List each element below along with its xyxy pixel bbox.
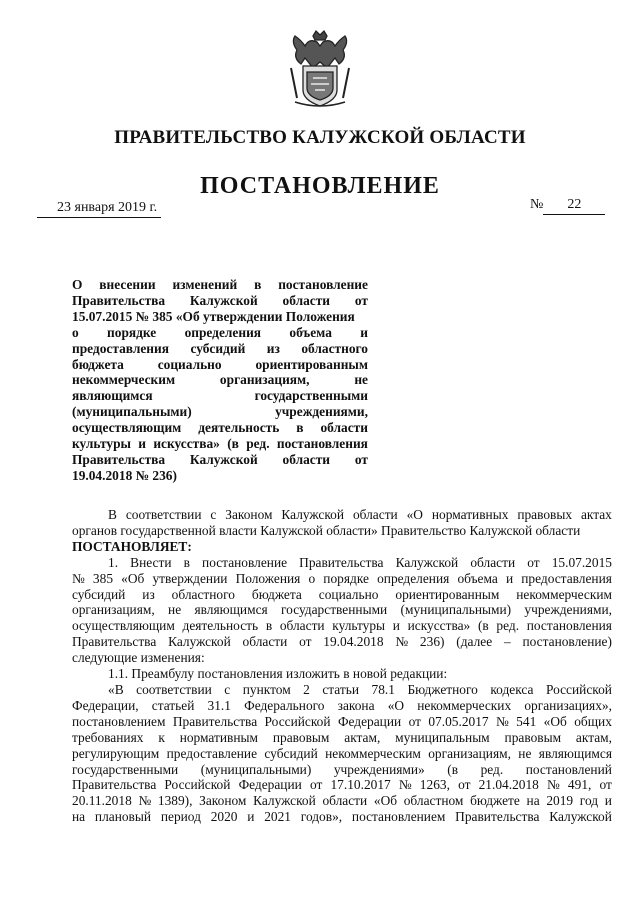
word: актах — [580, 507, 612, 522]
word: от — [527, 554, 540, 570]
document-number — [530, 197, 605, 215]
word: (в — [477, 618, 489, 634]
intro-line: органов государственной власти Калужской области» Правительство Калужской области — [72, 522, 581, 538]
word: области — [352, 507, 398, 522]
word: «Об — [121, 570, 145, 586]
word: «В — [108, 681, 124, 697]
word: предоставления — [521, 570, 612, 586]
word: субсидий — [264, 745, 318, 761]
word: правовым — [272, 729, 330, 745]
word: от — [458, 777, 471, 793]
word: субсидий — [72, 586, 126, 602]
word: статьи — [322, 681, 360, 697]
word: организациям, — [72, 602, 155, 618]
word: «О — [406, 507, 423, 522]
word: искусства» — [407, 618, 471, 634]
word: 2021 — [264, 809, 291, 825]
word: ред. — [496, 618, 520, 634]
word: областном — [403, 793, 464, 809]
word: Правительства — [72, 777, 157, 793]
word: плановый — [94, 809, 152, 825]
word: от — [299, 634, 312, 650]
number-value: 22 — [543, 197, 605, 215]
word: от — [408, 713, 421, 729]
word: от — [309, 777, 323, 793]
coat-of-arms-icon — [287, 28, 353, 110]
text-line — [72, 746, 612, 762]
word: деятельность — [182, 618, 259, 634]
text-line — [72, 618, 612, 634]
document-type-title: ПОСТАНОВЛЕНИЕ — [200, 173, 440, 199]
word: некоммерческим — [72, 372, 176, 388]
word: Калужской — [253, 793, 316, 809]
word: объема — [289, 324, 332, 340]
word: Российской — [264, 713, 331, 729]
word: 78.1 — [371, 681, 395, 697]
word: 17.10.2017 — [330, 777, 391, 793]
word: не — [168, 602, 182, 618]
word: правовым — [504, 729, 562, 745]
word: изменений — [172, 277, 238, 292]
word: Правительства — [455, 809, 540, 825]
word: требованиях — [72, 729, 144, 745]
text-line — [72, 634, 612, 650]
word: субсидий — [190, 340, 246, 356]
word: объема — [457, 570, 498, 586]
word: № — [496, 713, 509, 729]
word: некоммерческим — [516, 586, 612, 602]
word: – — [503, 634, 511, 650]
text-line — [72, 468, 368, 484]
word: области — [242, 634, 288, 650]
word: государственными — [254, 388, 368, 404]
text-line — [72, 436, 368, 452]
text-line — [72, 452, 368, 468]
word: бюджета — [251, 586, 302, 602]
text-line — [72, 420, 368, 436]
resolves-heading: ПОСТАНОВЛЯЕТ: — [72, 538, 192, 554]
word: постановление — [202, 554, 288, 570]
word: осуществляющим — [72, 618, 175, 634]
word: внесении — [99, 277, 156, 292]
word: 07.05.2017 — [428, 713, 489, 729]
word: (в — [227, 436, 239, 452]
word: в — [254, 277, 262, 292]
word: соответствии — [136, 681, 212, 697]
organization-title: ПРАВИТЕЛЬСТВО КАЛУЖСКОЙ ОБЛАСТИ — [114, 127, 526, 148]
word: государственными — [72, 761, 179, 777]
word: кодекса — [490, 681, 534, 697]
word: 19.04.2018 № 236) — [72, 467, 177, 483]
word: утверждении — [152, 570, 228, 586]
word: определения — [377, 570, 450, 586]
word: статьей — [151, 697, 195, 713]
text-line — [72, 809, 612, 825]
word: соответствии — [125, 507, 202, 522]
text-line — [72, 730, 612, 746]
word: бюджета — [72, 356, 124, 372]
word: правовых — [517, 507, 573, 522]
word: порядке — [323, 570, 369, 586]
word: «Об — [373, 793, 398, 809]
word: 20.11.2018 — [72, 793, 132, 809]
word: 2020 — [210, 809, 238, 825]
item-1-1-heading: 1.1. Преамбулу постановления изложить в новой редакции: — [108, 666, 448, 682]
word: некоммерческим — [325, 745, 421, 761]
word: ред. — [246, 436, 270, 452]
word: «Об — [543, 713, 567, 729]
word: 19.04.2018 — [323, 634, 384, 650]
word: определения — [184, 324, 262, 340]
word: Калужской — [189, 451, 258, 467]
word: в — [265, 618, 273, 634]
text-line — [72, 602, 612, 618]
word: Федерации — [337, 713, 402, 729]
word: Правительства — [72, 292, 166, 308]
word: 15.07.2015 № 385 «Об утверждении Положения — [72, 308, 355, 324]
word: Федерации, — [72, 697, 139, 713]
word: Калужской — [168, 634, 231, 650]
word: от — [354, 451, 368, 467]
word: порядке — [107, 324, 157, 340]
word: Калужской — [549, 809, 612, 825]
word: организациям, — [219, 372, 310, 388]
text-line — [72, 293, 368, 309]
word: Федерации — [238, 777, 302, 793]
text-line — [72, 682, 612, 698]
word: 236) — [419, 634, 445, 650]
word: 1. — [108, 554, 119, 570]
text-line — [72, 357, 368, 373]
word: на — [72, 809, 86, 825]
word: и — [505, 570, 514, 586]
word: актам, — [575, 729, 612, 745]
word: 2019 — [546, 793, 574, 809]
word: Российской — [545, 681, 612, 697]
word: предоставления — [72, 340, 169, 356]
word: 15.07.2015 — [551, 554, 612, 570]
word: и — [392, 618, 400, 634]
word: к — [158, 729, 165, 745]
text-line — [72, 571, 612, 587]
word: 541 — [516, 713, 537, 729]
word: области — [470, 554, 516, 570]
document-date: 23 января 2019 г. — [37, 200, 161, 218]
word: постановлением — [351, 809, 446, 825]
word: Правительства — [299, 554, 384, 570]
word: Российской — [164, 777, 231, 793]
word: 491, — [567, 777, 592, 793]
word: ориентированным — [255, 356, 368, 372]
word: учреждениями» — [333, 761, 425, 777]
text-line — [72, 341, 368, 357]
word: из — [142, 586, 155, 602]
word: (муниципальными) — [400, 602, 512, 618]
word: учреждениями, — [524, 602, 612, 618]
word: о — [72, 324, 79, 340]
word: и — [604, 793, 612, 809]
word: являющимся — [72, 388, 153, 404]
word: социально — [157, 356, 222, 372]
word: постановление) — [522, 634, 612, 650]
word: муниципальным — [395, 729, 490, 745]
word: Правительства — [72, 451, 166, 467]
word: областного — [301, 340, 368, 356]
word: Бюджетного — [407, 681, 478, 697]
word: культуры — [332, 618, 386, 634]
word: не — [518, 745, 532, 761]
word: пунктом — [242, 681, 291, 697]
word: Федерального — [244, 697, 325, 713]
word: области — [282, 451, 331, 467]
word: от — [354, 292, 368, 308]
word: государственными — [281, 602, 388, 618]
word: постановления — [276, 436, 368, 452]
word: № — [138, 793, 152, 809]
word: (муниципальными) — [200, 761, 312, 777]
word: области — [282, 292, 331, 308]
word: некоммерческих — [417, 697, 512, 713]
text-line — [72, 404, 368, 420]
word: из — [266, 340, 280, 356]
word: в — [183, 554, 190, 570]
word: (в — [447, 761, 459, 777]
word: деятельность — [198, 420, 280, 436]
text-line — [72, 555, 612, 571]
word: постановлением — [72, 713, 166, 729]
text-line — [72, 762, 612, 778]
word: области — [279, 618, 325, 634]
word: актам, — [344, 729, 381, 745]
text-line — [72, 372, 368, 388]
text-line — [72, 388, 368, 404]
word: годов», — [300, 809, 343, 825]
document-body — [72, 507, 612, 825]
text-line — [72, 325, 368, 341]
word: Положения — [235, 570, 301, 586]
word: социально — [318, 586, 379, 602]
word: О — [72, 277, 83, 292]
word: Внести — [130, 554, 172, 570]
word: 2 — [303, 681, 310, 697]
quoted-preamble — [72, 682, 612, 825]
word: нормативным — [179, 729, 258, 745]
word: ориентированным — [395, 586, 500, 602]
word: и — [138, 436, 147, 452]
word: в — [296, 420, 304, 436]
word: № — [547, 777, 560, 793]
word: искусства» — [153, 436, 220, 452]
item-1-tail: следующие изменения: — [72, 650, 205, 666]
word: Правительства — [72, 634, 157, 650]
word: 31.1 — [207, 697, 231, 713]
word: «О — [387, 697, 405, 713]
word: не — [354, 372, 368, 388]
text-line — [72, 698, 612, 714]
word: от — [599, 777, 612, 793]
word: о — [308, 570, 316, 586]
word: (муниципальными) — [72, 404, 192, 420]
word: № — [398, 777, 412, 793]
word: предоставление — [166, 745, 258, 761]
word: постановление — [278, 277, 368, 292]
text-line — [72, 777, 612, 793]
word: осуществляющим — [72, 420, 182, 436]
word: № — [72, 570, 85, 586]
word: 21.04.2018 — [478, 777, 539, 793]
word: на — [526, 793, 540, 809]
word: № — [395, 634, 409, 650]
text-line — [72, 714, 612, 730]
word: (далее — [456, 634, 493, 650]
word: регулирующим — [72, 745, 160, 761]
word: период — [160, 809, 201, 825]
word: областного — [171, 586, 235, 602]
word: нормативных — [431, 507, 509, 522]
word: учреждениями, — [275, 404, 368, 420]
text-line — [72, 587, 612, 603]
word: закона — [337, 697, 375, 713]
word: и — [247, 809, 255, 825]
word: Законом — [225, 507, 273, 522]
word: 1389), — [157, 793, 193, 809]
word: постановления — [526, 618, 612, 634]
word: год — [579, 793, 599, 809]
word: с — [224, 681, 231, 697]
number-sign: № — [530, 197, 544, 212]
word: являющимся — [194, 602, 268, 618]
text-line — [72, 793, 612, 809]
word: Правительства — [172, 713, 258, 729]
item-1-paragraph — [72, 555, 612, 650]
text-line — [72, 309, 368, 325]
word: организациях», — [524, 697, 612, 713]
word: бюджете — [470, 793, 520, 809]
word: культуры — [72, 436, 131, 452]
word: области — [320, 420, 368, 436]
word: Калужской — [281, 507, 345, 522]
word: В — [108, 507, 117, 522]
word: являющимся — [538, 745, 612, 761]
word: области — [322, 793, 368, 809]
word: 1263, — [419, 777, 450, 793]
word: ред. — [480, 761, 504, 777]
word: и — [360, 324, 368, 340]
word: Законом — [199, 793, 247, 809]
word: Калужской — [189, 292, 258, 308]
word: 385 — [92, 570, 114, 586]
document-subject — [72, 277, 368, 484]
text-line — [72, 277, 368, 293]
word: с — [210, 507, 217, 522]
word: организациям, — [428, 745, 511, 761]
word: постановлений — [525, 761, 612, 777]
intro-line — [72, 507, 612, 523]
word: общих — [574, 713, 612, 729]
word: Калужской — [395, 554, 459, 570]
